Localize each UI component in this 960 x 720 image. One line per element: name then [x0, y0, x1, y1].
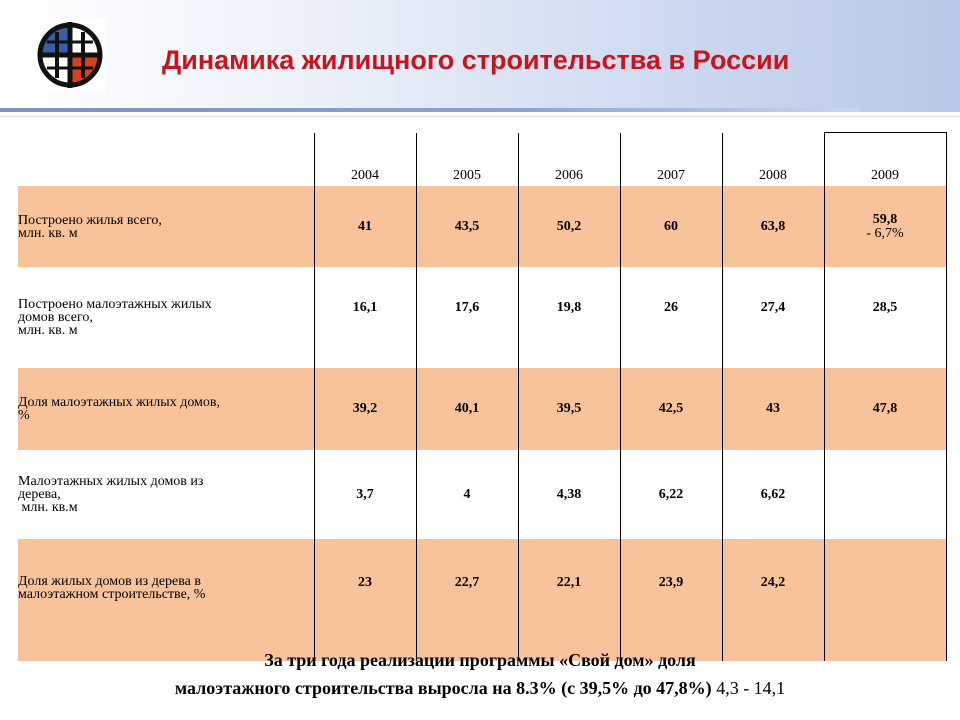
row-label-line: Доля жилых домов из дерева в: [18, 574, 201, 589]
year-label: 2009: [871, 168, 899, 183]
stats-table-grid: [18, 132, 947, 661]
row-label-line: Построено малоэтажных жилых: [18, 297, 212, 312]
stats-table: [18, 132, 946, 658]
table-header-row: [18, 133, 946, 187]
row-label: [18, 186, 314, 267]
cell-change-percent: - 6,7%: [866, 225, 904, 241]
table-cell: [824, 186, 946, 267]
footer-note-suffix: 4,3 - 14,1: [711, 678, 786, 698]
table-row: [18, 186, 946, 267]
row-label-line: млн. кв. м: [18, 225, 78, 241]
table-cell: 4: [416, 450, 518, 539]
year-label: 2005: [453, 168, 481, 183]
footer-note-line2: [0, 678, 960, 699]
table-cell: 27,4: [722, 267, 824, 368]
footer-note-line1: За три года реализации программы «Свой дом» доля: [264, 650, 696, 670]
row-label: [18, 267, 314, 368]
table-cell: 28,5: [824, 267, 946, 368]
year-header: [416, 133, 518, 187]
table-cell: 16,1: [314, 267, 416, 368]
table-cell: 43,5: [416, 186, 518, 267]
table-cell: 24,2: [722, 539, 824, 661]
year-header: [824, 133, 946, 187]
table-cell: 17,6: [416, 267, 518, 368]
table-cell: 50,2: [518, 186, 620, 267]
table-row: [18, 267, 946, 368]
footer-note-text: малоэтажного строительства выросла на 8.3% (с 39,5% до 47,8%): [174, 678, 712, 698]
table-cell: 42,5: [620, 368, 722, 450]
table-cell: 6,62: [722, 450, 824, 539]
table-cell: [824, 539, 946, 661]
table-cell: 22,7: [416, 539, 518, 661]
row-label: [18, 368, 314, 450]
table-cell: 39,2: [314, 368, 416, 450]
row-label-line: Построено жилья всего,: [18, 212, 162, 228]
row-label-line: домов всего,: [18, 310, 93, 325]
logo-emblem-icon: [35, 18, 105, 92]
row-label: [18, 539, 314, 661]
table-cell: 47,8: [824, 368, 946, 450]
row-label-line: Малоэтажных жилых домов из: [18, 474, 204, 489]
year-label: 2004: [351, 168, 379, 183]
cell-value: 59,8: [872, 211, 898, 227]
table-cell: 39,5: [518, 368, 620, 450]
table-cell: 26: [620, 267, 722, 368]
table-row: [18, 368, 946, 450]
row-label-line: малоэтажном строительстве, %: [18, 587, 206, 602]
row-label-line: Доля малоэтажных жилых домов,: [18, 395, 221, 410]
table-cell: 40,1: [416, 368, 518, 450]
table-cell: 23: [314, 539, 416, 661]
table-cell: 4,38: [518, 450, 620, 539]
row-label-line: млн. кв. м: [18, 323, 78, 338]
table-cell: 23,9: [620, 539, 722, 661]
year-header: [518, 133, 620, 187]
year-header: [722, 133, 824, 187]
header-rule: [0, 108, 860, 112]
year-header: [620, 133, 722, 187]
table-cell: 22,1: [518, 539, 620, 661]
table-cell: 41: [314, 186, 416, 267]
year-header: [314, 133, 416, 187]
logo: [35, 18, 105, 92]
table-row: [18, 450, 946, 539]
table-cell: 3,7: [314, 450, 416, 539]
header-rule-thin: [0, 116, 960, 117]
row-label-line: дерева,: [18, 487, 61, 502]
table-cell: 60: [620, 186, 722, 267]
year-label: 2007: [657, 168, 685, 183]
row-label-line: %: [18, 408, 30, 423]
table-cell: 6,22: [620, 450, 722, 539]
table-cell: [824, 450, 946, 539]
year-label: 2008: [759, 168, 787, 183]
table-row: [18, 539, 946, 661]
header-corner-cell: [18, 133, 314, 187]
table-cell: 19,8: [518, 267, 620, 368]
table-cell: 63,8: [722, 186, 824, 267]
table-cell: 43: [722, 368, 824, 450]
page-title: Динамика жилищного строительства в России: [162, 45, 790, 75]
row-label: [18, 450, 314, 539]
row-label-line: млн. кв.м: [18, 500, 78, 515]
year-label: 2006: [555, 168, 583, 183]
